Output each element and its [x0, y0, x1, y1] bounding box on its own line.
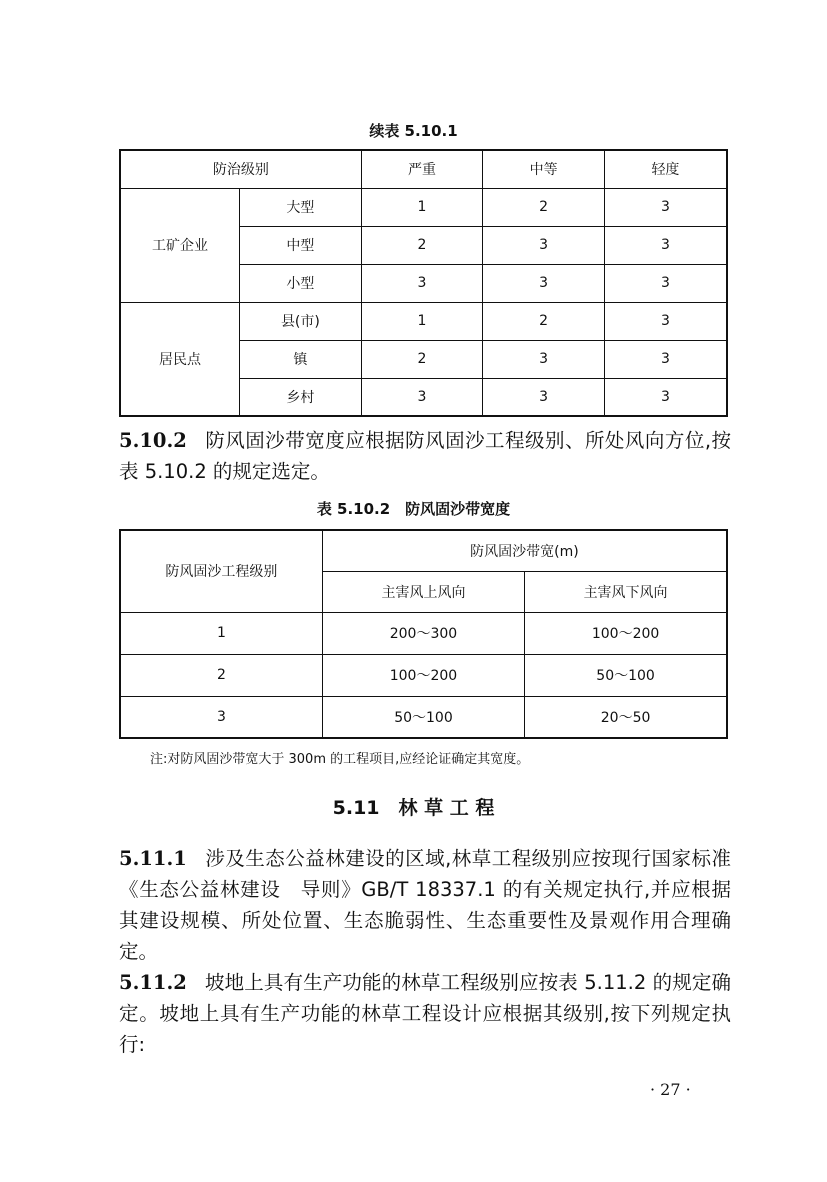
header-cell: 防治级别 — [120, 150, 361, 188]
table-header-row — [120, 150, 727, 188]
value-cell: 1 — [361, 302, 483, 340]
header-cell: 主害风上风向 — [322, 571, 524, 612]
table-header-row — [120, 530, 727, 571]
downwind-cell: 100～200 — [525, 612, 727, 654]
table-note: 注:对防风固沙带宽大于 300m 的工程项目,应经论证确定其宽度。 — [150, 752, 530, 767]
paragraph-5-11-1 — [119, 843, 731, 967]
page-number: · 27 · — [650, 1080, 691, 1099]
paragraph-5-10-2 — [119, 425, 731, 487]
value-cell: 3 — [604, 340, 727, 378]
value-cell: 3 — [483, 340, 605, 378]
type-cell: 乡村 — [240, 378, 362, 416]
section-title: 5.11 林 草 工 程 — [332, 797, 495, 819]
value-cell: 3 — [361, 264, 483, 302]
value-cell: 3 — [604, 264, 727, 302]
type-cell: 县(市) — [240, 302, 362, 340]
value-cell: 2 — [361, 226, 483, 264]
value-cell: 3 — [361, 378, 483, 416]
prevention-level-table — [119, 149, 728, 417]
value-cell: 2 — [483, 302, 605, 340]
downwind-cell: 50～100 — [525, 654, 727, 696]
table-row — [120, 302, 727, 340]
value-cell: 3 — [483, 264, 605, 302]
header-cell: 防风固沙带宽(m) — [322, 530, 727, 571]
clause-number: 5.10.2 — [119, 429, 187, 452]
header-cell: 主害风下风向 — [525, 571, 727, 612]
value-cell: 3 — [604, 188, 727, 226]
table1-caption: 续表 5.10.1 — [369, 122, 458, 140]
type-cell: 小型 — [240, 264, 362, 302]
type-cell: 中型 — [240, 226, 362, 264]
value-cell: 3 — [483, 226, 605, 264]
table2-caption: 表 5.10.2 防风固沙带宽度 — [316, 500, 511, 518]
downwind-cell: 20～50 — [525, 696, 727, 738]
level-cell: 3 — [120, 696, 322, 738]
value-cell: 2 — [483, 188, 605, 226]
header-cell: 防风固沙工程级别 — [120, 530, 322, 612]
level-cell: 1 — [120, 612, 322, 654]
value-cell: 3 — [604, 378, 727, 416]
table-row — [120, 696, 727, 738]
header-cell: 中等 — [483, 150, 605, 188]
upwind-cell: 50～100 — [322, 696, 524, 738]
upwind-cell: 100～200 — [322, 654, 524, 696]
clause-number: 5.11.2 — [119, 971, 187, 994]
group-cell: 居民点 — [120, 302, 240, 416]
clause-number: 5.11.1 — [119, 847, 187, 870]
value-cell: 1 — [361, 188, 483, 226]
value-cell: 2 — [361, 340, 483, 378]
value-cell: 3 — [604, 302, 727, 340]
upwind-cell: 200～300 — [322, 612, 524, 654]
clause-text: 坡地上具有生产功能的林草工程级别应按表 5.11.2 的规定确定。坡地上具有生产功能的林草工程设计应根据其级别,按下列规定执行: — [119, 971, 731, 1056]
paragraph-5-11-2 — [119, 967, 731, 1060]
table-row — [120, 654, 727, 696]
sand-belt-width-table — [119, 529, 728, 739]
clause-text: 涉及生态公益林建设的区域,林草工程级别应按现行国家标准《生态公益林建设 导则》GB/T 18337.1 的有关规定执行,并应根据其建设规模、所处位置、生态脆弱性、生态重要性及景观作用合理确定。 — [119, 847, 731, 963]
table-row — [120, 188, 727, 226]
value-cell: 3 — [604, 226, 727, 264]
header-cell: 轻度 — [604, 150, 727, 188]
type-cell: 大型 — [240, 188, 362, 226]
table-row — [120, 612, 727, 654]
group-cell: 工矿企业 — [120, 188, 240, 302]
value-cell: 3 — [483, 378, 605, 416]
level-cell: 2 — [120, 654, 322, 696]
type-cell: 镇 — [240, 340, 362, 378]
clause-text: 防风固沙带宽度应根据防风固沙工程级别、所处风向方位,按表 5.10.2 的规定选定。 — [119, 429, 731, 483]
header-cell: 严重 — [361, 150, 483, 188]
